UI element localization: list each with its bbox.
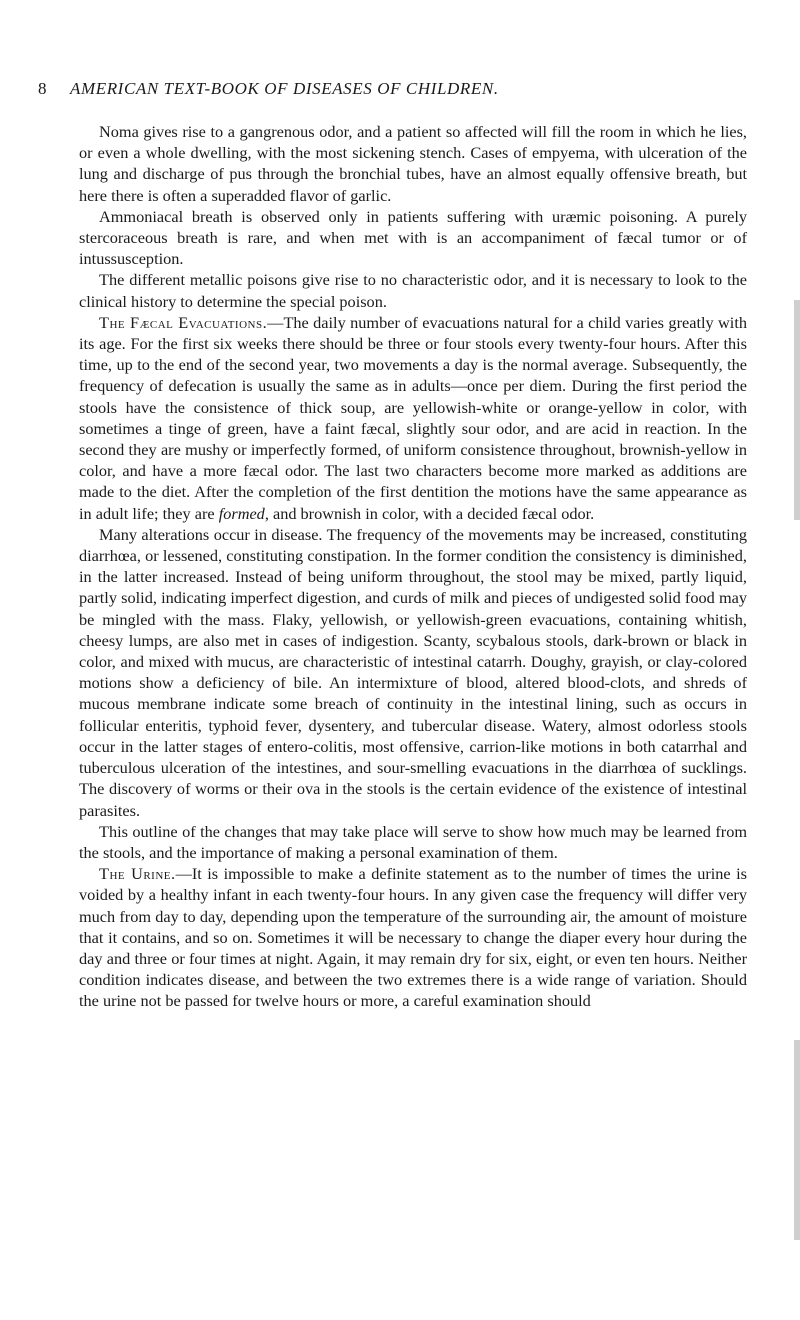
running-head	[38, 79, 758, 107]
paragraph-noma: Noma gives rise to a gangrenous odor, and a patient so affected will fill the room in which he lies, or even a whole dwelling, with the most sickening stench. Cases of empyema, with ulceration of the lung and discharge of pus through the bronchial tubes, have an almost equally offensive breath, but here there is often a superadded flavor of garlic.	[79, 122, 747, 205]
faecal-evacuations-tail: , and brownish in color, with a decided fæcal odor.	[264, 503, 595, 523]
formed-emphasis: formed	[218, 503, 265, 523]
urine-text: —It is impossible to make a definite statement as to the number of times the urine is voided by a healthy infant in each twenty-four hours. In any given case the frequency will differ very much from day to day, depending upon the temperature of the surrounding air, the amount of moisture that it contains, and so on. Sometimes it will be necessary to change the diaper every hour during the day and three or four times at night. Again, it may remain dry for six, eight, or even ten hours. Neither condition indicates disease, and between the two extremes there is a wide range of variation. Should the urine not be passed for twelve hours or more, a careful examination should	[79, 864, 747, 1011]
section-heading-urine: The Urine.	[99, 864, 176, 884]
paragraph-metallic-poisons: The different metallic poisons give rise to no characteristic odor, and it is necessary to look to the clinical history to determine the special poison.	[79, 270, 747, 311]
paragraph-faecal-evacuations	[79, 312, 747, 524]
faecal-evacuations-text: —The daily number of evacuations natural for a child varies greatly with its age. For the first six weeks there should be three or four stools every twenty-four hours. After this time, up to the end of the second year, two movements a day is the normal average. Subsequently, the frequency of defecation is usually the same as in adults—once per diem. During the first period the stools have the consistence of thick soup, are yellowish-white or orange-yellow in color, with sometimes a tinge of green, have a faint fæcal, slightly sour odor, and are acid in reaction. In the second they are mushy or imperfectly formed, of uniform consistence throughout, brownish-yellow in color, and have a more fæcal odor. The last two characters become more marked as additions are made to the diet. After the completion of the first dentition the motions have the same appearance as in adult life; they are	[79, 312, 747, 523]
body-text	[79, 121, 747, 1012]
paragraph-outline: This outline of the changes that may take place will serve to show how much may be learned from the stools, and the importance of making a personal examination of them.	[79, 821, 747, 862]
section-heading-faecal-evacuations: The Fæcal Evacuations.	[99, 312, 268, 332]
paragraph-alterations-in-disease: Many alterations occur in disease. The frequency of the movements may be increased, constituting diarrhœa, or lessened, constituting constipation. In the former condition the consistency is diminished, in the latter increased. Instead of being uniform throughout, the stool may be mixed, partly liquid, partly solid, indicating imperfect digestion, and curds of milk and pieces of undigested solid food may be mingled with the mass. Flaky, yellowish, or yellowish-green evacuations, containing whitish, cheesy lumps, are also met in cases of indigestion. Scanty, scybalous stools, dark-brown or black in color, and mixed with mucus, are characteristic of intestinal catarrh. Doughy, grayish, or clay-colored motions show a deficiency of bile. An intermixture of blood, altered blood-clots, and shreds of mucous membrane indicate some breach of continuity in the intestinal lining, such as occurs in follicular enteritis, typhoid fever, dysentery, and tubercular disease. Watery, almost odorless stools occur in the latter stages of entero-colitis, most offensive, carrion-like motions in both catarrhal and tuberculous ulceration of the intestines, and sour-smelling evacuations in the diarrhœa of sucklings. The discovery of worms or their ova in the stools is the certain evidence of the existence of intestinal parasites.	[79, 524, 747, 820]
paragraph-ammoniacal-breath: Ammoniacal breath is observed only in patients suffering with uræmic poisoning. A purely stercoraceous breath is rare, and when met with is an accompaniment of fæcal tumor or of intussusception.	[79, 206, 747, 269]
page-number: 8	[38, 79, 48, 98]
paragraph-urine	[79, 863, 747, 1011]
page-edge-shadow	[794, 300, 800, 520]
book-title: AMERICAN TEXT-BOOK OF DISEASES OF CHILDREN.	[69, 79, 499, 98]
page-edge-shadow	[794, 1040, 800, 1240]
